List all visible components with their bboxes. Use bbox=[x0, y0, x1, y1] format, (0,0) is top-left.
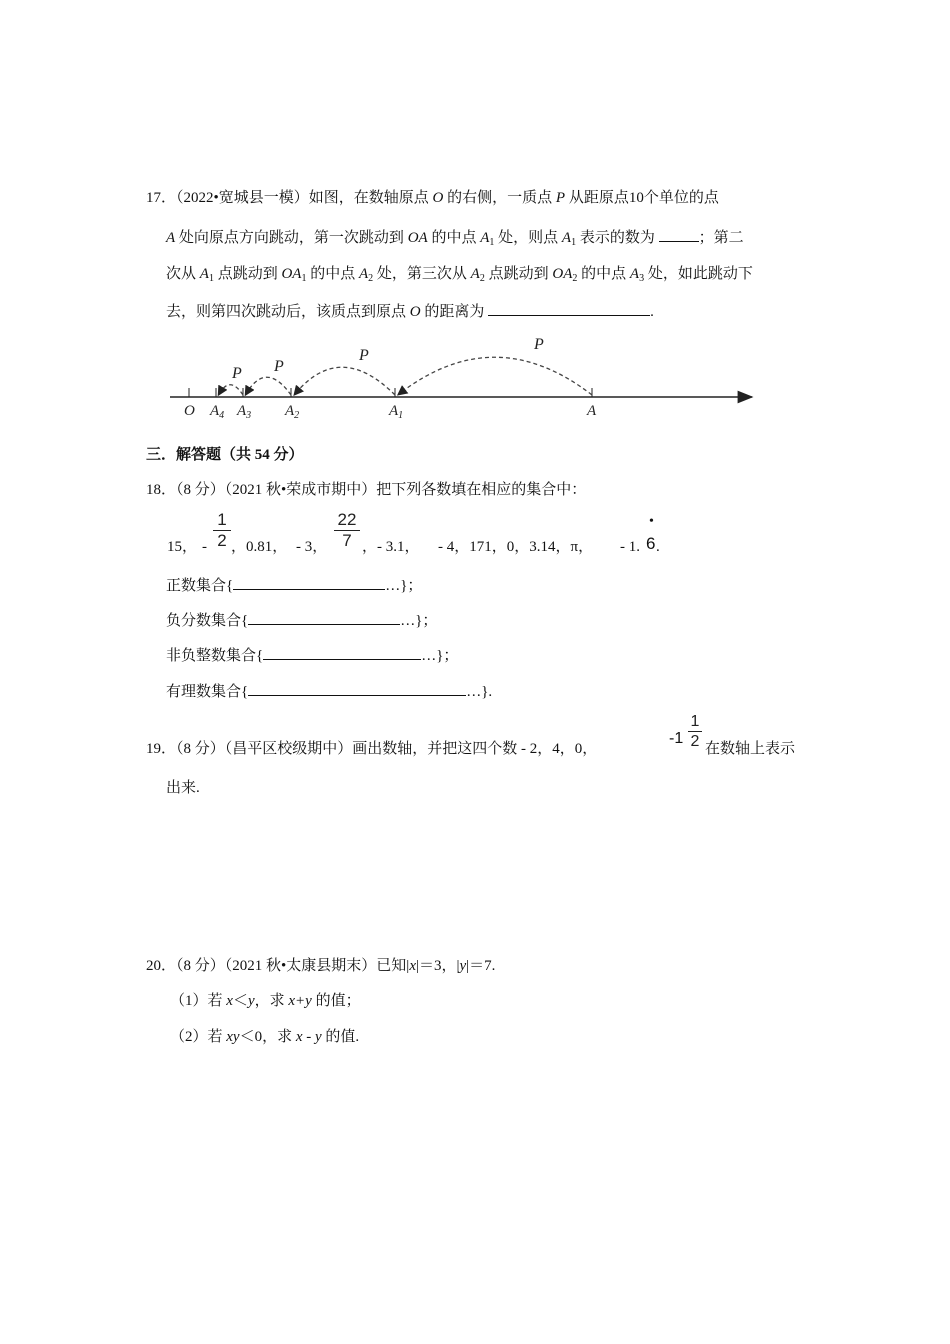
q17-text: 去，则第四次跳动后，该质点到原点 bbox=[166, 304, 410, 320]
var-y: y bbox=[459, 958, 467, 974]
subscript: 1 bbox=[571, 237, 577, 248]
svg-text:A: A bbox=[587, 403, 597, 419]
set-positive bbox=[166, 575, 422, 596]
q17-text: . bbox=[650, 304, 654, 320]
q17-text: 处，如此跳动下 bbox=[644, 266, 753, 282]
var-a3: A bbox=[629, 266, 640, 282]
fraction-one-half bbox=[213, 511, 231, 550]
q20-text: 已知| bbox=[376, 958, 410, 974]
q18-header bbox=[146, 480, 586, 500]
q19-text: 在数轴上表示 bbox=[705, 741, 796, 757]
q17-line-3 bbox=[166, 264, 753, 284]
svg-text:P: P bbox=[232, 365, 242, 382]
section-heading: 三．解答题（共 54 分） bbox=[146, 447, 304, 463]
q17-text: 点跳动到 bbox=[213, 266, 282, 282]
var-y: y bbox=[247, 993, 255, 1009]
expr-x-plus-y: x+y bbox=[288, 993, 312, 1009]
q17-text: 处，则点 bbox=[494, 230, 562, 246]
denominator: 2 bbox=[690, 733, 700, 750]
q17-text: 处，第三次从 bbox=[373, 266, 471, 282]
svg-text:O: O bbox=[184, 403, 195, 419]
q20-number: 20． bbox=[146, 958, 177, 974]
set-blank-rational[interactable] bbox=[248, 681, 466, 696]
svg-text:P: P bbox=[274, 358, 284, 375]
set-blank-nonnegative-integer[interactable] bbox=[263, 645, 421, 660]
subscript: 1 bbox=[489, 237, 495, 248]
q20-header bbox=[146, 956, 495, 976]
var-o: O bbox=[281, 266, 293, 282]
svg-text:P: P bbox=[359, 347, 369, 364]
q20-part-2 bbox=[170, 1027, 359, 1047]
set-rational bbox=[166, 681, 492, 702]
q17-text: 表示的数为 bbox=[576, 230, 659, 246]
set-end: …}. bbox=[466, 684, 493, 700]
svg-text:A3: $A_3$ bbox=[237, 403, 252, 421]
svg-text:P: P bbox=[534, 336, 544, 353]
q17-line-1 bbox=[146, 188, 719, 208]
var-a2: A bbox=[563, 266, 573, 282]
svg-text:A1: $A_1$ bbox=[389, 403, 404, 421]
set-end: …}； bbox=[400, 613, 438, 629]
q18-source: （2021 秋•荣成市期中） bbox=[224, 482, 377, 498]
q17-text: ；第二 bbox=[698, 230, 744, 246]
set-end: …}； bbox=[385, 578, 423, 594]
var-p: P bbox=[555, 190, 566, 206]
q18-numbers-line bbox=[167, 537, 197, 557]
q19-number: 19． bbox=[146, 741, 177, 757]
minus-sign: - bbox=[202, 539, 207, 555]
numerator: 22 bbox=[337, 510, 357, 529]
subscript: 2 bbox=[479, 273, 485, 284]
var-a2: A bbox=[358, 266, 369, 282]
expr-x-minus-y: x - y bbox=[295, 1029, 322, 1045]
svg-text:A2: $A_2$ bbox=[285, 403, 300, 421]
set-label: 负分数集合{ bbox=[166, 613, 249, 629]
q20-text: |＝3，| bbox=[415, 958, 460, 974]
set-nonnegative-integer bbox=[166, 645, 458, 666]
q20-text: ，求 bbox=[254, 993, 289, 1009]
svg-text:A4: $A_4$ bbox=[210, 403, 225, 421]
q20-text: ＜ bbox=[232, 993, 248, 1009]
q17-text: 的距离为 bbox=[420, 304, 489, 320]
q20-points: （8 分） bbox=[176, 958, 225, 974]
var-a1: A bbox=[480, 230, 490, 246]
q20-text: 的值； bbox=[311, 993, 361, 1009]
fraction-bar bbox=[688, 731, 702, 732]
q17-line-4 bbox=[166, 301, 654, 322]
q17-text: 的右侧，一质点 bbox=[443, 190, 556, 206]
q17-text: 次从 bbox=[166, 266, 200, 282]
q17-text: 点跳动到 bbox=[484, 266, 553, 282]
number-item: - 4，171，0，3.14，π， bbox=[438, 539, 594, 555]
number-line-figure bbox=[160, 330, 760, 425]
set-label: 非负整数集合{ bbox=[166, 648, 264, 664]
q18-prompt: 把下列各数填在相应的集合中： bbox=[376, 482, 587, 498]
subscript: 2 bbox=[368, 273, 374, 284]
q20-text: 的值. bbox=[321, 1029, 360, 1045]
q18-points: （8 分） bbox=[176, 482, 225, 498]
var-a1: A bbox=[292, 266, 302, 282]
denominator: 7 bbox=[342, 531, 352, 550]
var-oa: OA bbox=[407, 230, 428, 246]
q20-part-1 bbox=[170, 991, 361, 1011]
q17-text: 的中点 bbox=[577, 266, 630, 282]
repeating-digit: 6 bbox=[646, 534, 656, 553]
var-a: A bbox=[166, 230, 176, 246]
number-item: - 1. bbox=[620, 539, 640, 555]
q17-text: 的中点 bbox=[306, 266, 359, 282]
q19-line-2: 出来. bbox=[166, 780, 200, 796]
q19-source: （昌平区校级期中） bbox=[224, 741, 353, 757]
set-blank-negative-fraction[interactable] bbox=[248, 610, 400, 625]
var-x: x bbox=[226, 993, 233, 1009]
q17-text: 从距原点10个单位的点 bbox=[565, 190, 719, 206]
q18-number: 18． bbox=[146, 482, 177, 498]
q17-text: 如图，在数轴原点 bbox=[308, 190, 433, 206]
q19-line-1 bbox=[146, 739, 597, 759]
repeating-dot: • bbox=[649, 514, 654, 529]
set-end: …}； bbox=[421, 648, 459, 664]
expr-xy: xy bbox=[226, 1029, 240, 1045]
number-item: . bbox=[656, 539, 660, 555]
answer-blank-1[interactable] bbox=[659, 227, 699, 242]
q17-source: （2022•宽城县一模） bbox=[176, 190, 309, 206]
q17-text: 处向原点方向跳动，第一次跳动到 bbox=[175, 230, 408, 246]
subscript: 2 bbox=[572, 273, 578, 284]
var-x: x bbox=[409, 958, 416, 974]
denominator: 2 bbox=[217, 531, 227, 550]
number-item: ，- 3.1， bbox=[362, 539, 420, 555]
set-label: 正数集合{ bbox=[166, 578, 234, 594]
var-a2: A bbox=[470, 266, 480, 282]
answer-blank-2[interactable] bbox=[488, 301, 650, 316]
q20-text: （1）若 bbox=[170, 993, 227, 1009]
mixed-number-fraction bbox=[688, 714, 702, 750]
subscript: 1 bbox=[301, 273, 307, 284]
set-negative-fraction bbox=[166, 610, 437, 631]
q20-text: （2）若 bbox=[170, 1029, 227, 1045]
q20-source: （2021 秋•太康县期末） bbox=[224, 958, 377, 974]
var-o: O bbox=[432, 190, 444, 206]
q17-text: 的中点 bbox=[427, 230, 481, 246]
var-o: O bbox=[552, 266, 564, 282]
var-a1: A bbox=[199, 266, 209, 282]
q19-text: 画出数轴，并把这四个数 - 2，4，0， bbox=[352, 741, 598, 757]
subscript: 3 bbox=[639, 273, 645, 284]
q17-number: 17． bbox=[146, 190, 177, 206]
q20-text: |＝7. bbox=[466, 958, 496, 974]
mixed-number-whole: -1 bbox=[669, 730, 684, 747]
subscript: 1 bbox=[208, 273, 214, 284]
number-item: 15， bbox=[167, 539, 198, 555]
q20-text: ＜0，求 bbox=[239, 1029, 296, 1045]
number-item: - 3， bbox=[296, 539, 328, 555]
number-item: ，0.81， bbox=[231, 539, 288, 555]
numerator: 1 bbox=[217, 510, 227, 529]
var-o: O bbox=[409, 304, 421, 320]
q19-points: （8 分） bbox=[176, 741, 225, 757]
set-blank-positive[interactable] bbox=[233, 575, 385, 590]
fraction-22-7 bbox=[334, 511, 360, 550]
numerator: 1 bbox=[690, 713, 700, 730]
var-a1: A bbox=[561, 230, 572, 246]
q17-line-2 bbox=[166, 227, 744, 248]
set-label: 有理数集合{ bbox=[166, 684, 249, 700]
